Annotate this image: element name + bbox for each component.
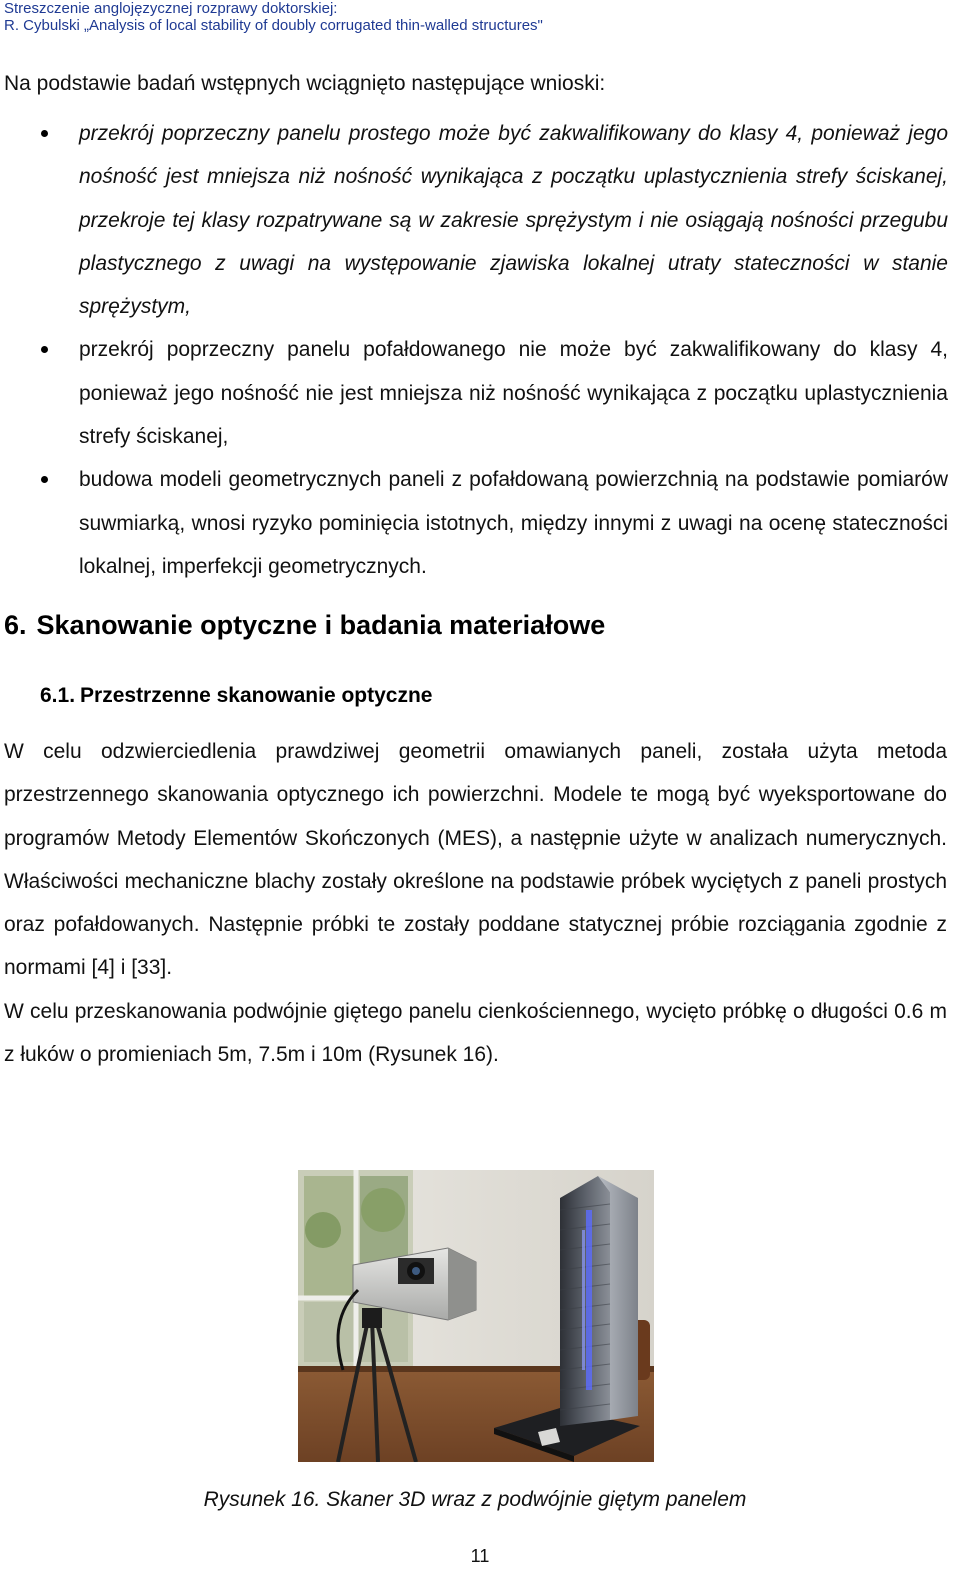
- running-header-subtitle: R. Cybulski „Analysis of local stability of doubly corrugated thin-walled structures": [4, 17, 543, 34]
- page-number: 11: [470, 1546, 490, 1566]
- subsection-heading: [40, 684, 432, 708]
- section-heading: [4, 610, 605, 641]
- bullet-icon: [41, 130, 48, 137]
- section-title-text: Skanowanie optyczne i badania materiałowe: [36, 610, 606, 640]
- list-item: [0, 328, 960, 458]
- subsection-title-text: Przestrzenne skanowanie optyczne: [80, 684, 433, 707]
- conclusions-list: [0, 112, 960, 588]
- section-number: 6.: [4, 610, 27, 640]
- list-item: [0, 458, 960, 588]
- scanner-photo: [298, 1170, 654, 1462]
- figure-caption: [0, 1488, 960, 1512]
- running-header-title: Streszczenie anglojęzycznej rozprawy doktorskiej:: [4, 0, 338, 17]
- list-item: [0, 112, 960, 328]
- figure-caption-text: Rysunek 16. Skaner 3D wraz z podwójnie giętym panelem: [203, 1488, 747, 1511]
- paragraph: W celu odzwierciedlenia prawdziwej geometrii omawianych paneli, została użyta metoda przestrzennego skanowania optycznego ich powierzchni. Modele te mogą być wyeksportowane do programów Metody Elementów Skończonych (MES), a następnie użyte w analizach numerycznych. Właściwości mechaniczne blachy zostały określone na podstawie próbek wyciętych z paneli prostych oraz pofałdowanych. Następnie próbki te zostały poddane statycznej próbie rozciągania zgodnie z normami [4] i [33].: [4, 740, 947, 980]
- bullet-icon: [41, 346, 48, 353]
- list-item-text: przekrój poprzeczny panelu prostego może być zakwalifikowany do klasy 4, ponieważ jego nośność jest mniejsza niż nośność wynikająca z początku uplastycznienia strefy ściskanej, przekroje tej klasy rozpatrywane są w zakresie sprężystym i nie osiągają nośności przegubu plastycznego z uwagi na występowanie zjawiska lokalnej utraty stateczności w stanie sprężystym,: [79, 122, 948, 319]
- list-item-text: przekrój poprzeczny panelu pofałdowanego nie może być zakwalifikowany do klasy 4, ponieważ jego nośność nie jest mniejsza niż nośność wynikająca z początku uplastycznienia strefy ściskanej,: [79, 338, 948, 449]
- subsection-number: 6.1.: [40, 684, 76, 707]
- scanner-photo-illustration: [298, 1170, 654, 1462]
- paragraph: W celu przeskanowania podwójnie giętego panelu cienkościennego, wycięto próbkę o długości 0.6 m z łuków o promieniach 5m, 7.5m i 10m (Rysunek 16).: [4, 999, 947, 1067]
- list-item-text: budowa modeli geometrycznych paneli z pofałdowaną powierzchnią na podstawie pomiarów suwmiarką, wnosi ryzyko pominięcia istotnych, między innymi z uwagi na ocenę stateczności lokalnej, imperfekcji geometrycznych.: [79, 468, 948, 578]
- body-text: [4, 730, 947, 1076]
- intro-text: Na podstawie badań wstępnych wciągnięto następujące wnioski:: [4, 72, 606, 95]
- bullet-icon: [41, 476, 48, 483]
